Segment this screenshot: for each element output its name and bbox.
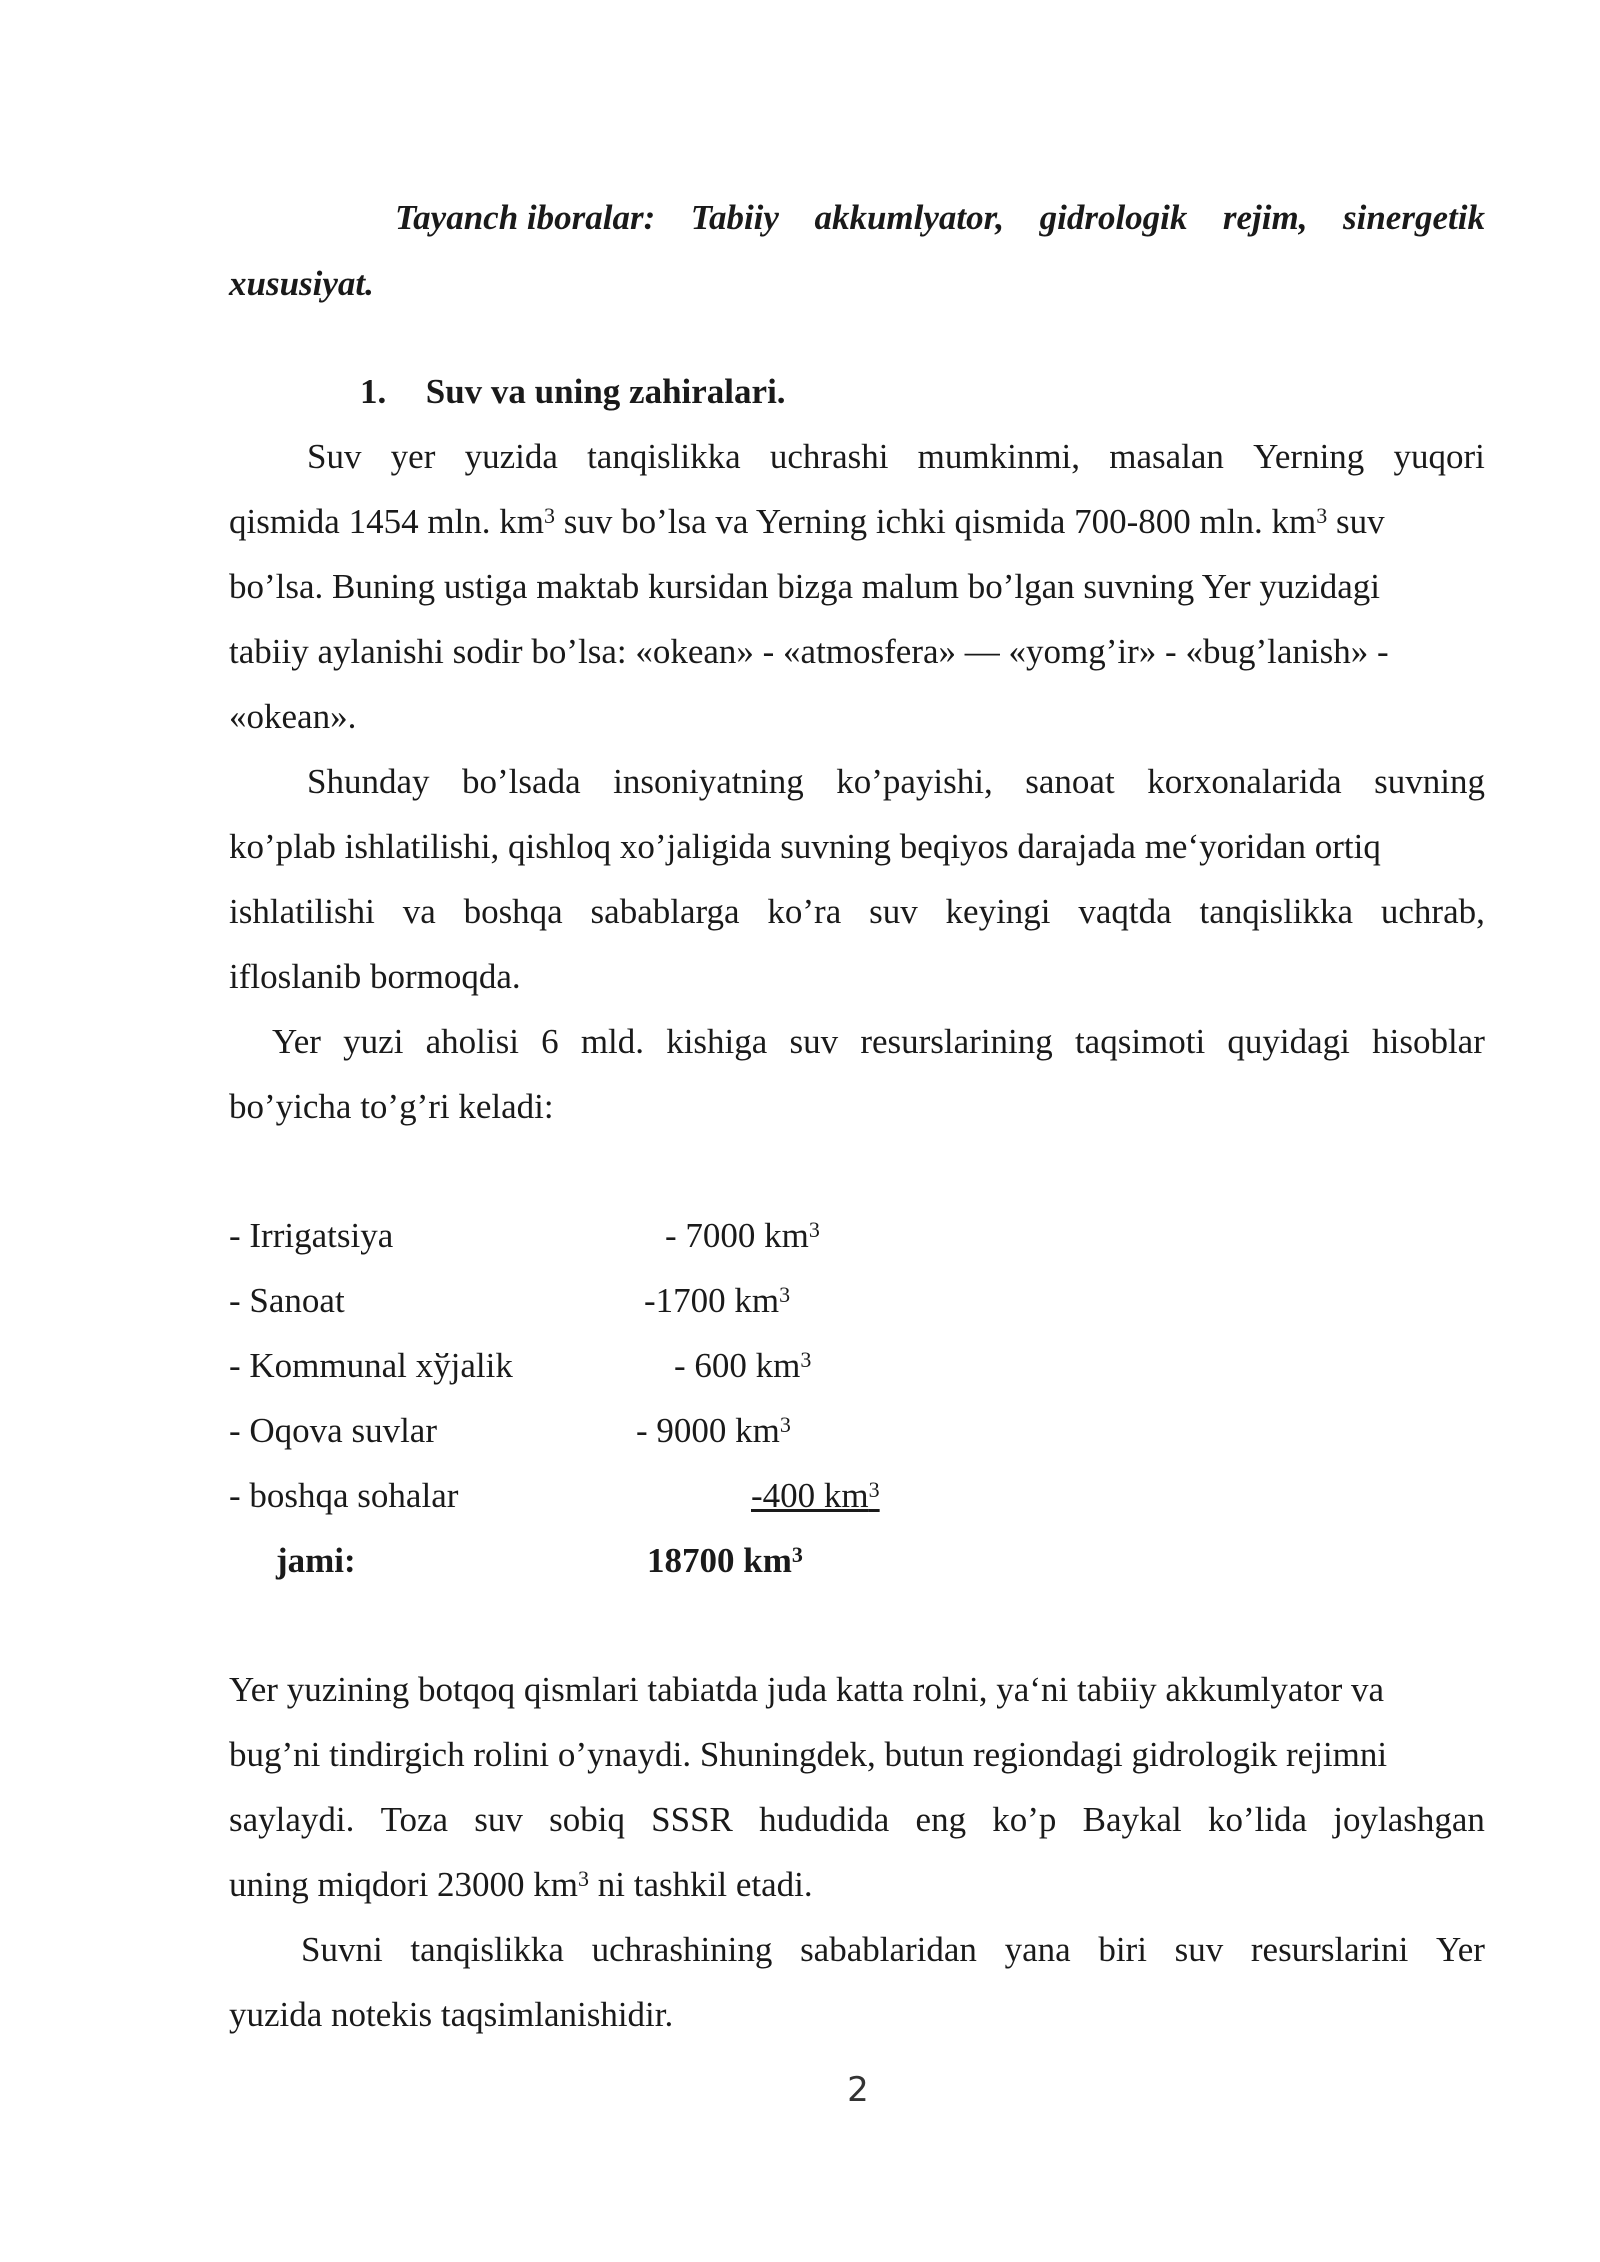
table-row-label: - Kommunal xўjalik (229, 1346, 513, 1385)
p2-line-4: ifloslanib bormoqda. (229, 957, 521, 996)
p5-line-2: yuzida notekis taqsimlanishidir. (229, 1995, 674, 2034)
p4-line-3: saylaydi. Toza suv sobiq SSSR hududida eng ko’p Baykal ko’lida joylashgan (229, 1800, 1485, 1839)
p5-line-1: Suvni tanqislikka uchrashining sabablaridan yana biri suv resurslarini Yer (301, 1930, 1485, 1969)
p1-line-3: bo’lsa. Buning ustiga maktab kursidan bizga malum bo’lgan suvning Yer yuzidagi (229, 567, 1380, 606)
p1-line-5: «okean». (229, 697, 357, 736)
section-heading (360, 370, 1600, 414)
p2-line-3: ishlatilishi va boshqa sabablarga ko’ra suv keyingi vaqtda tanqislikka uchrab, (229, 892, 1485, 931)
p4-line-2: bug’ni tindirgich rolini o’ynaydi. Shuningdek, butun regiondagi gidrologik rejimni (229, 1735, 1388, 1774)
table-row-label: - Irrigatsiya (229, 1216, 394, 1255)
table-total-label: jami: (276, 1541, 356, 1580)
table-row-value: - 600 $km^3$ (674, 1346, 812, 1385)
p4-line-1: Yer yuzining botqoq qismlari tabiatda juda katta rolni, ya‘ni tabiiy akkumlyator va (229, 1670, 1385, 1709)
keywords-line-2: xususiyat. (229, 264, 374, 303)
keywords-label: Tayanch iboralar: (395, 198, 656, 237)
table-row-label: - Oqova suvlar (229, 1411, 438, 1450)
section-title: Suv va uning zahiralari. (425, 372, 786, 411)
page-number: 2 (847, 2070, 869, 2110)
p3-line-2: bo’yicha to’g’ri keladi: (229, 1087, 554, 1126)
section-number: 1. (360, 372, 387, 411)
p2-line-1: Shunday bo’lsada insoniyatning ko’payishi, sanoat korxonalarida suvning (307, 762, 1485, 801)
p1-line-1: Suv yer yuzida tanqislikka uchrashi mumkinmi, masalan Yerning yuqori (307, 437, 1485, 476)
table-row-label: - boshqa sohalar (229, 1476, 459, 1515)
table-row-value: -400 $km^3$ (751, 1476, 880, 1515)
p1-line-2: qismida 1454 mln. $km^3$ suv bo’lsa va Yerning ichki qismida 700-800 mln. $km^3$ suv (229, 502, 1385, 541)
table-row-label: - Sanoat (229, 1281, 345, 1320)
table-row-value: - 7000 $km^3$ (665, 1216, 820, 1255)
table-total-value: 18700 $km^3$ (647, 1541, 803, 1580)
keywords-line-1: Tayanch iboralar: Tabiiy akkumlyator, gidrologik rejim, sinergetik (395, 196, 1485, 240)
p1-line-4: tabiiy aylanishi sodir bo’lsa: «okean» - «atmosfera» — «yomg’ir» - «bug’lanish» - (229, 632, 1389, 671)
table-row-value: -1700 $km^3$ (644, 1281, 791, 1320)
p3-line-1: Yer yuzi aholisi 6 mld. kishiga suv resurslarining taqsimoti quyidagi hisoblar (272, 1022, 1485, 1061)
p4-line-4: uning miqdori 23000 $km^3$ ni tashkil etadi. (229, 1865, 813, 1904)
table-row-value: - 9000 $km^3$ (636, 1411, 791, 1450)
p2-line-2: ko’plab ishlatilishi, qishloq xo’jaligida suvning beqiyos darajada me‘yoridan ortiq (229, 827, 1381, 866)
